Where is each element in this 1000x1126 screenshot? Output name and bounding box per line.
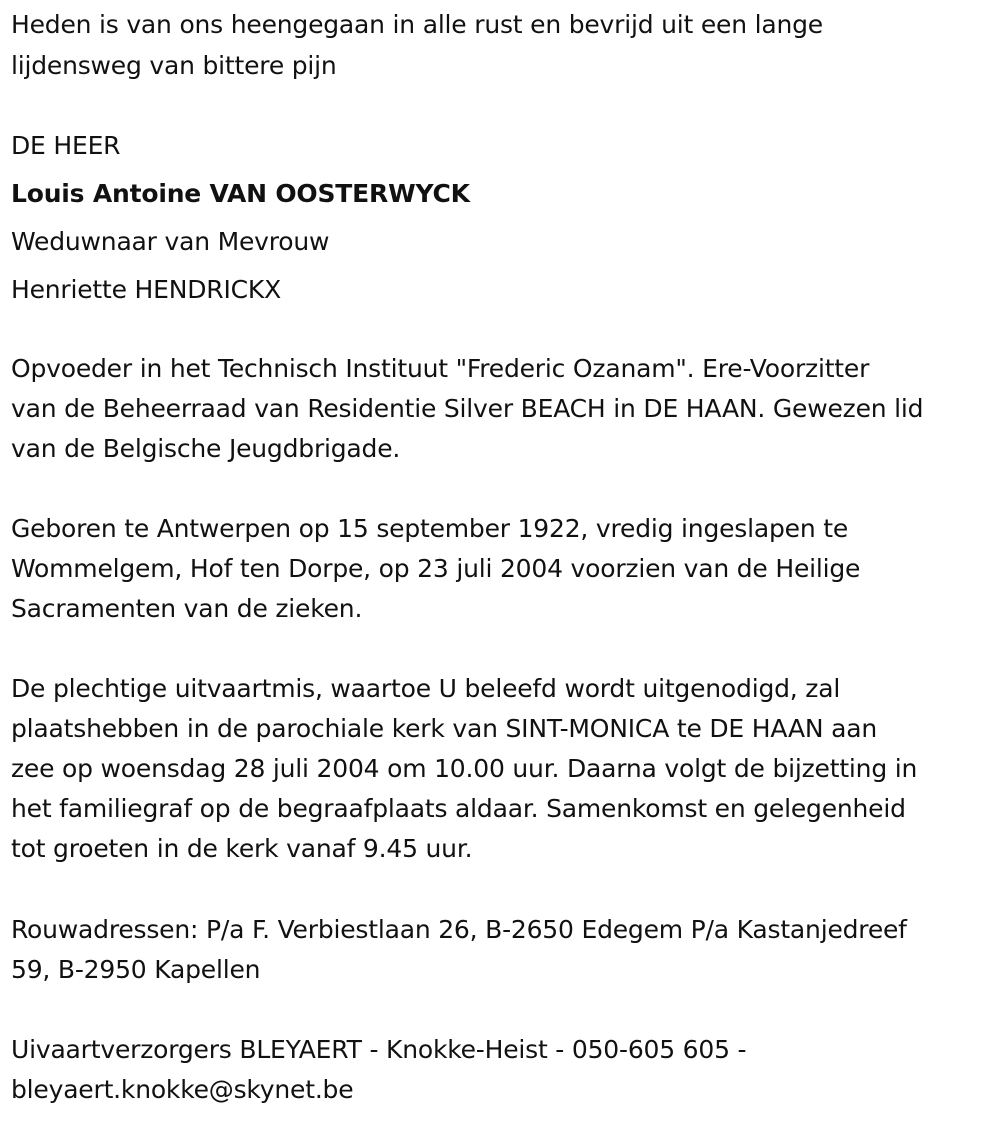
address-line: 59, B-2950 Kapellen bbox=[11, 955, 261, 984]
intro-line-1: Heden is van ons heengegaan in alle rust en bevrijd uit een lange bbox=[11, 10, 823, 39]
widower-line-2: Henriette HENDRICKX bbox=[11, 275, 282, 304]
birth-death-paragraph bbox=[11, 509, 996, 629]
undertaker-paragraph bbox=[11, 1030, 996, 1110]
funeral-line: het familiegraf op de begraafplaats aldaar. Samenkomst en gelegenheid bbox=[11, 794, 906, 823]
undertaker-line: Uivaartverzorgers BLEYAERT - Knokke-Heist - 050-605 605 - bbox=[11, 1035, 747, 1064]
widower-line-1: Weduwnaar van Mevrouw bbox=[11, 227, 330, 256]
honorific-title: DE HEER bbox=[11, 131, 121, 160]
funeral-line: De plechtige uitvaartmis, waartoe U beleefd wordt uitgenodigd, zal bbox=[11, 674, 841, 703]
funeral-line: zee op woensdag 28 juli 2004 om 10.00 uur. Daarna volgt de bijzetting in bbox=[11, 754, 918, 783]
birth-death-line: Wommelgem, Hof ten Dorpe, op 23 juli 2004 voorzien van de Heilige bbox=[11, 554, 861, 583]
career-line: van de Belgische Jeugdbrigade. bbox=[11, 434, 401, 463]
addresses-paragraph bbox=[11, 910, 996, 990]
birth-death-line: Geboren te Antwerpen op 15 september 1922, vredig ingeslapen te bbox=[11, 514, 849, 543]
funeral-line: tot groeten in de kerk vanaf 9.45 uur. bbox=[11, 834, 473, 863]
address-line: Rouwadressen: P/a F. Verbiestlaan 26, B-2650 Edegem P/a Kastanjedreef bbox=[11, 915, 907, 944]
funeral-line: plaatshebben in de parochiale kerk van SINT-MONICA te DE HAAN aan bbox=[11, 714, 877, 743]
undertaker-email: bleyaert.knokke@skynet.be bbox=[11, 1075, 354, 1104]
career-line: van de Beheerraad van Residentie Silver BEACH in DE HAAN. Gewezen lid bbox=[11, 394, 924, 423]
career-line: Opvoeder in het Technisch Instituut "Frederic Ozanam". Ere-Voorzitter bbox=[11, 354, 870, 383]
career-paragraph bbox=[11, 349, 996, 469]
deceased-name: Louis Antoine VAN OOSTERWYCK bbox=[11, 179, 470, 208]
intro-line-2: lijdensweg van bittere pijn bbox=[11, 51, 337, 80]
birth-death-line: Sacramenten van de zieken. bbox=[11, 594, 363, 623]
funeral-paragraph bbox=[11, 669, 996, 869]
